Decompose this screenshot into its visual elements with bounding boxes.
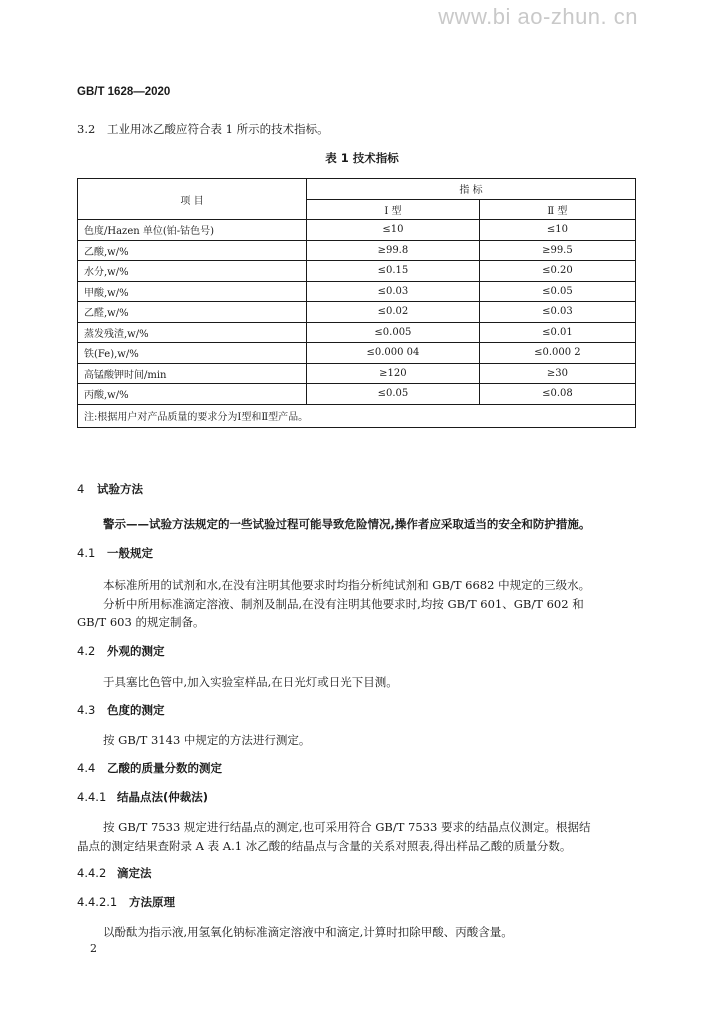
paragraph-4-1-b-line2: GB/T 603 的规定制备。: [77, 615, 205, 629]
section-3-2: [77, 121, 329, 137]
warning-text: 警示——试验方法规定的一些试验过程可能导致危险情况,操作者应采取适当的安全和防护措施。: [103, 517, 591, 531]
tech-spec-table: [77, 178, 636, 428]
table-row: [78, 384, 636, 405]
table-row: [78, 322, 636, 343]
row-type2-value: ≤0.20: [479, 261, 635, 282]
header-item: 项 目: [78, 179, 307, 220]
row-type2-value: ≤0.000 2: [479, 343, 635, 364]
page-number: 2: [90, 942, 97, 955]
row-type1-value: ≤0.03: [307, 281, 480, 302]
row-type1-value: ≥99.8: [307, 240, 480, 261]
section-number: 3.2: [77, 122, 96, 136]
section-4-4-2-1-heading: [77, 894, 175, 910]
section-4-3-heading: [77, 702, 165, 718]
row-item: 乙醛,w/%: [78, 302, 307, 323]
paragraph-4-1-b-line1: 分析中所用标准滴定溶液、制剂及制品,在没有注明其他要求时,均按 GB/T 601、GB/T 602 和: [103, 597, 584, 611]
row-type2-value: ≥30: [479, 363, 635, 384]
table-row: [78, 343, 636, 364]
section-number: 4: [77, 482, 85, 496]
section-4-2-heading: [77, 643, 165, 659]
section-text: 工业用冰乙酸应符合表 1 所示的技术指标。: [107, 122, 329, 136]
row-item: 水分,w/%: [78, 261, 307, 282]
paragraph-4-3: 按 GB/T 3143 中规定的方法进行测定。: [103, 733, 311, 747]
section-title: 一般规定: [107, 546, 153, 560]
row-item: 高锰酸钾时间/min: [78, 363, 307, 384]
section-number: 4.4.2: [77, 866, 107, 880]
row-type1-value: ≤0.005: [307, 322, 480, 343]
section-title: 外观的测定: [107, 644, 165, 658]
section-4-1-heading: [77, 545, 153, 561]
row-type1-value: ≤0.000 04: [307, 343, 480, 364]
section-title: 滴定法: [117, 866, 152, 880]
section-4-heading: [77, 481, 143, 497]
row-item: 色度/Hazen 单位(铂-钴色号): [78, 220, 307, 241]
section-number: 4.2: [77, 644, 96, 658]
section-number: 4.4.2.1: [77, 895, 118, 909]
row-type2-value: ≤0.05: [479, 281, 635, 302]
row-item: 乙酸,w/%: [78, 240, 307, 261]
watermark: www.bi ao-zhun. cn: [438, 4, 638, 29]
table-row: [78, 363, 636, 384]
table-title: 表 1 技术指标: [325, 151, 399, 165]
row-item: 丙酸,w/%: [78, 384, 307, 405]
row-type1-value: ≤10: [307, 220, 480, 241]
table-row: [78, 302, 636, 323]
section-title: 试验方法: [97, 482, 143, 496]
header-type-2: Ⅱ 型: [479, 199, 635, 220]
row-item: 铁(Fe),w/%: [78, 343, 307, 364]
row-type1-value: ≤0.05: [307, 384, 480, 405]
section-number: 4.4.1: [77, 790, 107, 804]
section-number: 4.4: [77, 761, 96, 775]
section-number: 4.3: [77, 703, 96, 717]
section-title: 色度的测定: [107, 703, 165, 717]
row-type2-value: ≤0.03: [479, 302, 635, 323]
table-note: 注:根据用户对产品质量的要求分为Ⅰ型和Ⅱ型产品。: [78, 404, 636, 427]
table-row: [78, 220, 636, 241]
row-item: 甲酸,w/%: [78, 281, 307, 302]
paragraph-4-4-1-line1: 按 GB/T 7533 规定进行结晶点的测定,也可采用符合 GB/T 7533 要求的结晶点仪测定。根据结: [103, 820, 591, 834]
section-4-4-heading: [77, 760, 222, 776]
table-row: [78, 281, 636, 302]
row-type2-value: ≤0.01: [479, 322, 635, 343]
section-4-4-2-heading: [77, 865, 152, 881]
row-type2-value: ≤10: [479, 220, 635, 241]
paragraph-4-2: 于具塞比色管中,加入实验室样品,在日光灯或日光下目测。: [103, 675, 398, 689]
paragraph-4-4-2-1: 以酚酞为指示液,用氢氧化钠标准滴定溶液中和滴定,计算时扣除甲酸、丙酸含量。: [103, 925, 513, 939]
table-row: [78, 261, 636, 282]
section-4-4-1-heading: [77, 789, 208, 805]
section-title: 乙酸的质量分数的测定: [107, 761, 222, 775]
row-type2-value: ≥99.5: [479, 240, 635, 261]
row-type1-value: ≤0.02: [307, 302, 480, 323]
document-code: GB/T 1628—2020: [77, 86, 171, 98]
table-row: [78, 240, 636, 261]
header-group: 指 标: [307, 179, 636, 200]
header-type-1: Ⅰ 型: [307, 199, 480, 220]
row-type1-value: ≤0.15: [307, 261, 480, 282]
row-item: 蒸发残渣,w/%: [78, 322, 307, 343]
section-title: 结晶点法(仲裁法): [117, 790, 209, 804]
row-type2-value: ≤0.08: [479, 384, 635, 405]
section-number: 4.1: [77, 546, 96, 560]
paragraph-4-4-1-line2: 晶点的测定结果查附录 A 表 A.1 冰乙酸的结晶点与含量的关系对照表,得出样品乙酸的质量分数。: [77, 839, 572, 853]
row-type1-value: ≥120: [307, 363, 480, 384]
section-title: 方法原理: [129, 895, 175, 909]
paragraph-4-1-a: 本标准所用的试剂和水,在没有注明其他要求时均指分析纯试剂和 GB/T 6682 中规定的三级水。: [103, 578, 591, 592]
